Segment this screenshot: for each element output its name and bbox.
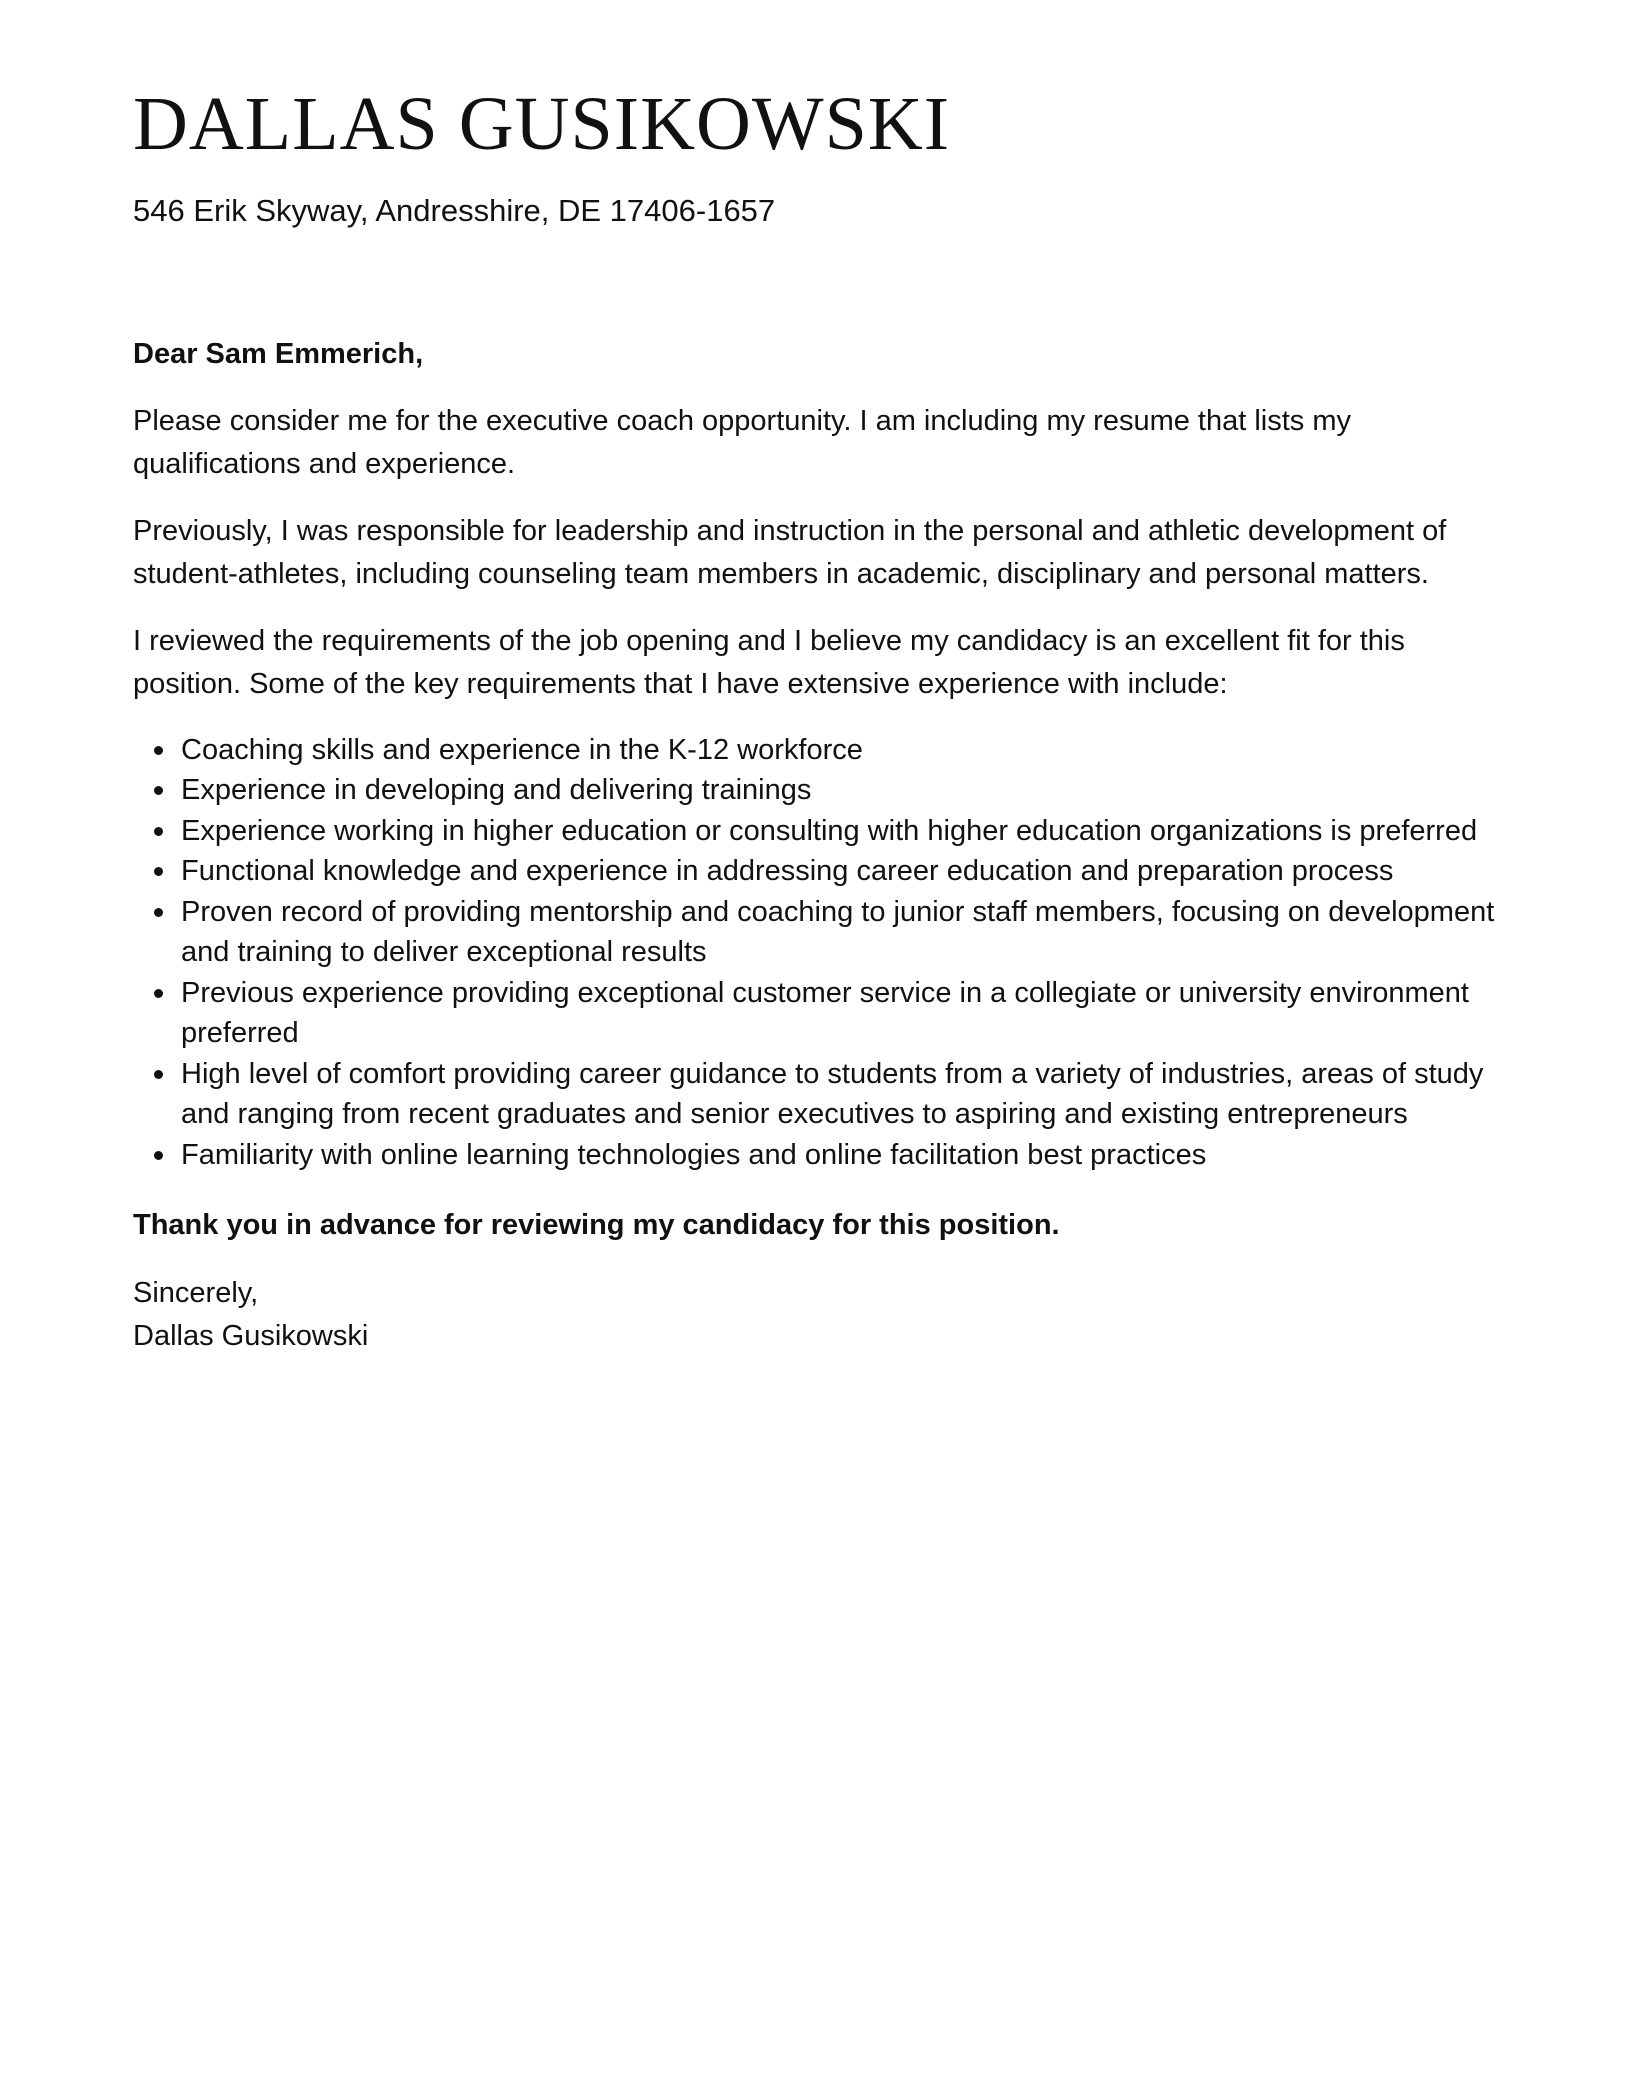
list-item-text: Experience in developing and delivering trainings <box>181 774 812 806</box>
signoff-block <box>133 1272 1498 1358</box>
list-item <box>133 770 1498 811</box>
list-item-text: High level of comfort providing career guidance to students from a variety of industries, areas of study and ranging from recent graduates and senior executives to aspiring and existing entrepreneurs <box>181 1057 1484 1130</box>
bullet-icon <box>154 786 163 795</box>
applicant-name: DALLAS GUSIKOWSKI <box>133 82 951 166</box>
list-item <box>133 811 1498 852</box>
list-item-text: Familiarity with online learning technologies and online facilitation best practices <box>181 1138 1207 1171</box>
list-item-text: Previous experience providing exceptional customer service in a collegiate or university environment preferred <box>181 976 1469 1049</box>
list-item <box>133 892 1498 973</box>
closing-line: Thank you in advance for reviewing my candidacy for this position. <box>133 1209 1060 1241</box>
list-item <box>133 973 1498 1054</box>
bullet-icon <box>154 989 163 998</box>
signature-name: Dallas Gusikowski <box>133 1319 369 1352</box>
list-item-text: Proven record of providing mentorship and coaching to junior staff members, focusing on development and training to deliver exceptional results <box>181 895 1495 968</box>
list-item-text: Experience working in higher education or consulting with higher education organizations is preferred <box>181 814 1478 847</box>
paragraph-experience: Previously, I was responsible for leadership and instruction in the personal and athletic development of student-athletes, including counseling team members in academic, disciplinary and personal matters. <box>133 514 1447 590</box>
bullet-icon <box>154 746 163 755</box>
bullet-icon <box>154 827 163 836</box>
signoff: Sincerely, <box>133 1276 259 1309</box>
list-item-text: Coaching skills and experience in the K-12 workforce <box>181 733 863 766</box>
paragraph-requirements-intro: I reviewed the requirements of the job opening and I believe my candidacy is an excellent fit for this position. Some of the key requirements that I have extensive experience with include: <box>133 624 1405 700</box>
bullet-icon <box>154 1151 163 1160</box>
list-item <box>133 851 1498 892</box>
list-item <box>133 1135 1498 1176</box>
requirements-list <box>133 730 1498 1176</box>
applicant-address: 546 Erik Skyway, Andresshire, DE 17406-1657 <box>133 193 776 228</box>
list-item <box>133 1054 1498 1135</box>
list-item-text: Functional knowledge and experience in addressing career education and preparation process <box>181 855 1394 887</box>
list-item <box>133 730 1498 771</box>
paragraph-intro: Please consider me for the executive coach opportunity. I am including my resume that lists my qualifications and experience. <box>133 404 1352 480</box>
salutation: Dear Sam Emmerich, <box>133 338 424 370</box>
bullet-icon <box>154 908 163 917</box>
letter-body <box>133 333 1498 1358</box>
bullet-icon <box>154 1070 163 1079</box>
bullet-icon <box>154 867 163 876</box>
